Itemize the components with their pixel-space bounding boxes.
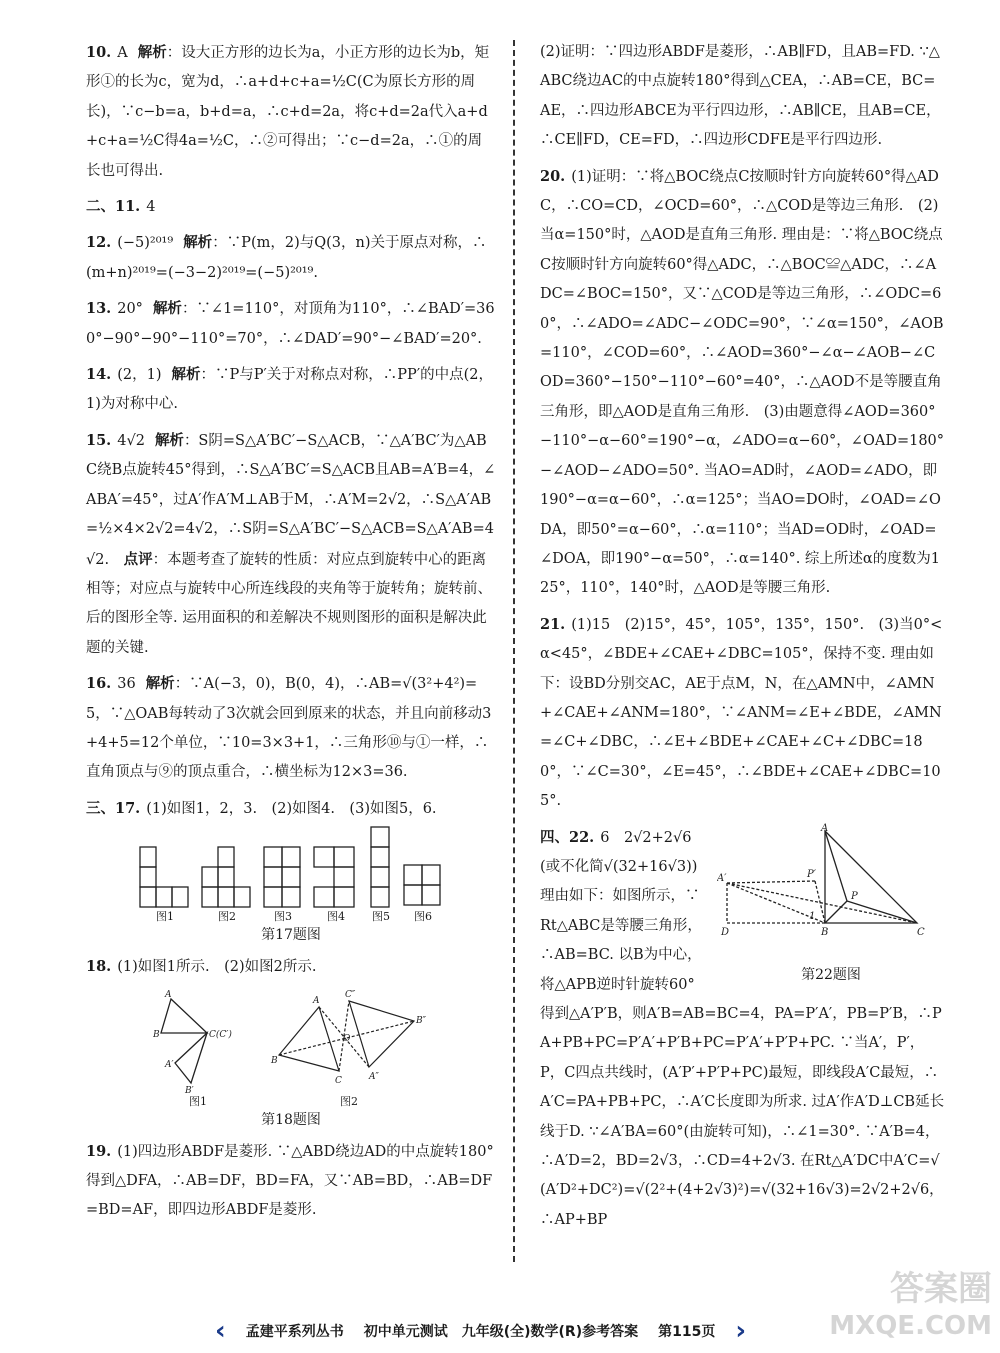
svg-text:A: A [313,995,320,1006]
figure-17-3 [263,846,303,924]
answer-10: 10. A 解析：设大正方形的边长为a，小正方形的边长为b，矩形①的长为c，宽为d，∴a+d+c+a=½C(C为原长方形的周长)，∵c−b=a，b+d=a，∴c+d=2a，将c+d=2a代入a+d+c+a=½C得4a=½C，∴②可得出；∵c−d=2a，∴①的周长也可得出. [86,44,490,179]
answer-16: 16. 36 解析：∵A(−3，0)，B(0，4)，∴AB=√(3²+4²)=5，∵△OAB每转动了3次就会回到原来的状态，并且向前移动3+4+5=12个单位，∵10=3×3+1，∴三角形⑩与①一样，∴直角顶点与⑨的顶点重合，∴横坐标为12×3=36. [86,675,492,781]
figure-label: 图1 [189,1094,207,1108]
figure-label: 图3 [274,910,292,924]
answer-22: A A′ P′ P D B C 1 第22题图 四、22. 6 2√2+2√6(或不化简√(32+16√3))理由如下：如图所示，∵Rt△ABC是等腰三角形，∴AB=BC. 以B为中心，将△APB逆时针旋转60°得到△A′P′B，则A′B=AB=BC=4，PA=P′A′，PB=P′B，∴PA+PB+PC=P′A′+P′B+PC=P′A′+P′P+PC. ∵当A′，P′，P，C四点共线时，(A′P′+P′P+PC)最短，即线段A′C最短，∴A′C=PA+PB+PC，∴A′C长度即为所求. 过A′作A′D⊥CB延长线于D. ∵∠A′BA=60°(由旋转可知)，∴∠1=30°. ∵A′B=4，∴A′D=2，BD=2√3，∴CD=4+2√3. 在Rt△A′DC中A′C=√(A′D²+DC²)=√(2²+(4+2√3)²)=√(32+16√3)=2√2+2√6，∴AP+BP [540,822,945,1228]
label-angle-1: 1 [809,910,816,922]
grid-shape-3-icon [263,846,303,910]
label-b: B [821,926,829,938]
grid-shape-1-icon [139,846,191,910]
label-c: C [917,926,925,938]
series-name: 孟建平系列丛书 [245,1324,344,1340]
svg-text:C: C [335,1075,342,1086]
figure-22 [717,823,945,986]
chevron-left-icon: ‹ [215,1316,226,1346]
label-a: A [821,822,829,834]
grid-shape-6-icon [403,862,443,910]
answer-11: 二、11. 4 [86,198,156,216]
answer-21: 21. (1)15 (2)15°，45°，105°，135°，150°. (3)当0°<α<45°，∠BDE+∠CAE+∠DBC=105°，保持不变. 理由如下：设BD分别交AC，AE于点M，N，在△AMN中，∠AMN+∠CAE+∠ANM=180°，∵∠ANM=∠E+∠BDE，∠AMN=∠C+∠DBC，∴∠E+∠BDE+∠CAE+∠C+∠DBC=180°，∵∠C=30°，∠E=45°，∴∠BDE+∠CAE+∠DBC=105°. [540,615,943,810]
svg-text:B: B [271,1055,278,1066]
svg-text:A: A [165,989,172,1000]
chevron-right-icon: › [735,1316,747,1346]
figure-17-4 [313,846,359,924]
left-column [86,38,496,1232]
figure-label: 图2 [340,1094,358,1108]
answer-17: 三、17. (1)如图1，2，3. (2)如图4. (3)如图5，6. 图1 图2 图3 图4 图5 图6 第17题图 [86,794,496,946]
page-number: 第115页 [658,1324,716,1340]
answer-12: 12. (−5)²⁰¹⁹ 解析：∵P(m，2)与Q(3，n)关于原点对称，∴(m+n)²⁰¹⁹=(−3−2)²⁰¹⁹=(−5)²⁰¹⁹. [86,234,487,281]
right-column [540,38,945,1241]
grid-shape-4-icon [313,846,359,910]
figure-17-caption: 第17题图 [261,927,321,944]
rotation-figure-2-icon [269,985,429,1095]
figure-18-row [86,985,496,1109]
figure-17-1 [139,846,191,924]
svg-text:A′: A′ [165,1059,174,1070]
book-title: 初中单元测试 九年级(全)数学(R)参考答案 [363,1324,639,1340]
figure-label: 图2 [218,910,236,924]
figure-18-2 [269,985,429,1109]
answer-19-part2: (2)证明：∵四边形ABDF是菱形，∴AB∥FD，且AB=FD. ∵△ABC绕边AC的中点旋转180°得到△CEA，∴AB=CE，BC=AE，∴四边形ABCE为平行四边形，∴AB∥CE，且AB=CE，∴CE∥FD，CE=FD，∴四边形CDFE是平行四边形. [540,44,941,149]
figure-18-caption: 第18题图 [261,1111,321,1128]
svg-text:C″: C″ [345,989,356,1000]
figure-label: 图6 [414,910,432,924]
answer-15: 15. 4√2 解析：S阴=S△A′BC′−S△ACB，∵△A′BC′为△ABC绕B点旋转45°得到，∴S△A′BC′=S△ACB且AB=A′B=4，∠ABA′=45°，过A′作A′M⊥AB于M，∴A′M=2√2，∴S△A′AB=½×4×2√2=4√2，∴S阴=S△A′BC′−S△ACB=S△A′AB=4√2. 点评：本题考查了旋转的性质：对应点到旋转中心的距离相等；对应点与旋转中心所连线段的夹角等于旋转角；旋转前、后的图形全等. 运用面积的和差解决不规则图形的面积是解决此题的关键. [86,431,496,656]
svg-text:B′: B′ [185,1085,194,1095]
figure-17-6 [403,862,443,924]
page-footer [215,1316,805,1346]
svg-text:O: O [343,1033,351,1044]
label-p-prime: P′ [807,868,816,880]
figure-17-5 [369,826,393,924]
figure-label: 图1 [156,910,174,924]
triangle-rotation-icon [717,823,945,953]
figure-17-2 [201,846,253,924]
label-p: P [851,890,858,902]
figure-label: 图4 [327,910,345,924]
svg-text:B: B [153,1029,160,1040]
rotation-figure-1-icon [153,985,243,1095]
answer-18: 18. (1)如图1所示. (2)如图2所示. A B C(C′) A′ B′ 图1 A B C C″ B″ A″ O 图2 第18题图 [86,952,496,1130]
answer-19: 19. (1)四边形ABDF是菱形. ∵△ABD绕边AD的中点旋转180°得到△DFA，∴AB=DF，BD=FA，又∵AB=BD，∴AB=DF=BD=AF，即四边形ABDF是菱形. [86,1142,494,1219]
figure-18-1 [153,985,243,1109]
answer-14: 14. (2，1) 解析：∵P与P′关于对称点对称，∴PP′的中点(2，1)为对称中心. [86,366,493,413]
label-d: D [721,926,730,938]
svg-text:A″: A″ [369,1071,379,1082]
figure-17-row [86,826,496,924]
svg-text:B″: B″ [416,1015,426,1026]
label-a-prime: A′ [717,872,727,884]
figure-label: 图5 [372,910,390,924]
column-divider [513,40,515,1262]
answer-20: 20. (1)证明：∵将△BOC绕点C按顺时针方向旋转60°得△ADC，∴CO=CD，∠OCD=60°，∴△COD是等边三角形. (2)当α=150°时，△AOD是直角三角形. 理由是：∵将△BOC绕点C按顺时针方向旋转60°得△ADC，∴△BOC≌△ADC，∴∠ADC=∠BOC=150°，又∵△COD是等边三角形，∴∠ODC=60°，∴∠ADO=∠ADC−∠ODC=90°，∵∠α=150°，∠AOB=110°，∠COD=60°，∴∠AOD=360°−∠α−∠AOB−∠COD=360°−150°−110°−60°=40°，∴△AOD不是等腰直角三角形，即△AOD是直角三角形. (3)由题意得∠AOD=360°−110°−α−60°=190°−α，∠ADO=α−60°，∠OAD=180°−∠AOD−∠ADO=50°. 当AO=AD时，∠AOD=∠ADO，即190°−α=α−60°，∴α=125°；当AO=DO时，∠OAD=∠ODA，即50°=α−60°，∴α=110°；当AD=OD时，∠OAD=∠DOA，即190°−α=50°，∴α=140°. 综上所述α的度数为125°，110°，140°时，△AOD是等腰三角形. [540,167,945,597]
grid-shape-5-icon [369,826,393,910]
grid-shape-2-icon [201,846,253,910]
answer-13: 13. 20° 解析：∵∠1=110°，对顶角为110°，∴∠BAD′=360°−90°−90°−110°=70°，∴∠DAD′=90°−∠BAD′=20°. [86,300,495,347]
svg-text:C(C′): C(C′) [209,1029,232,1040]
watermark: 答案圈 MXQE.COM [829,1269,992,1341]
figure-22-caption: 第22题图 [801,966,861,983]
